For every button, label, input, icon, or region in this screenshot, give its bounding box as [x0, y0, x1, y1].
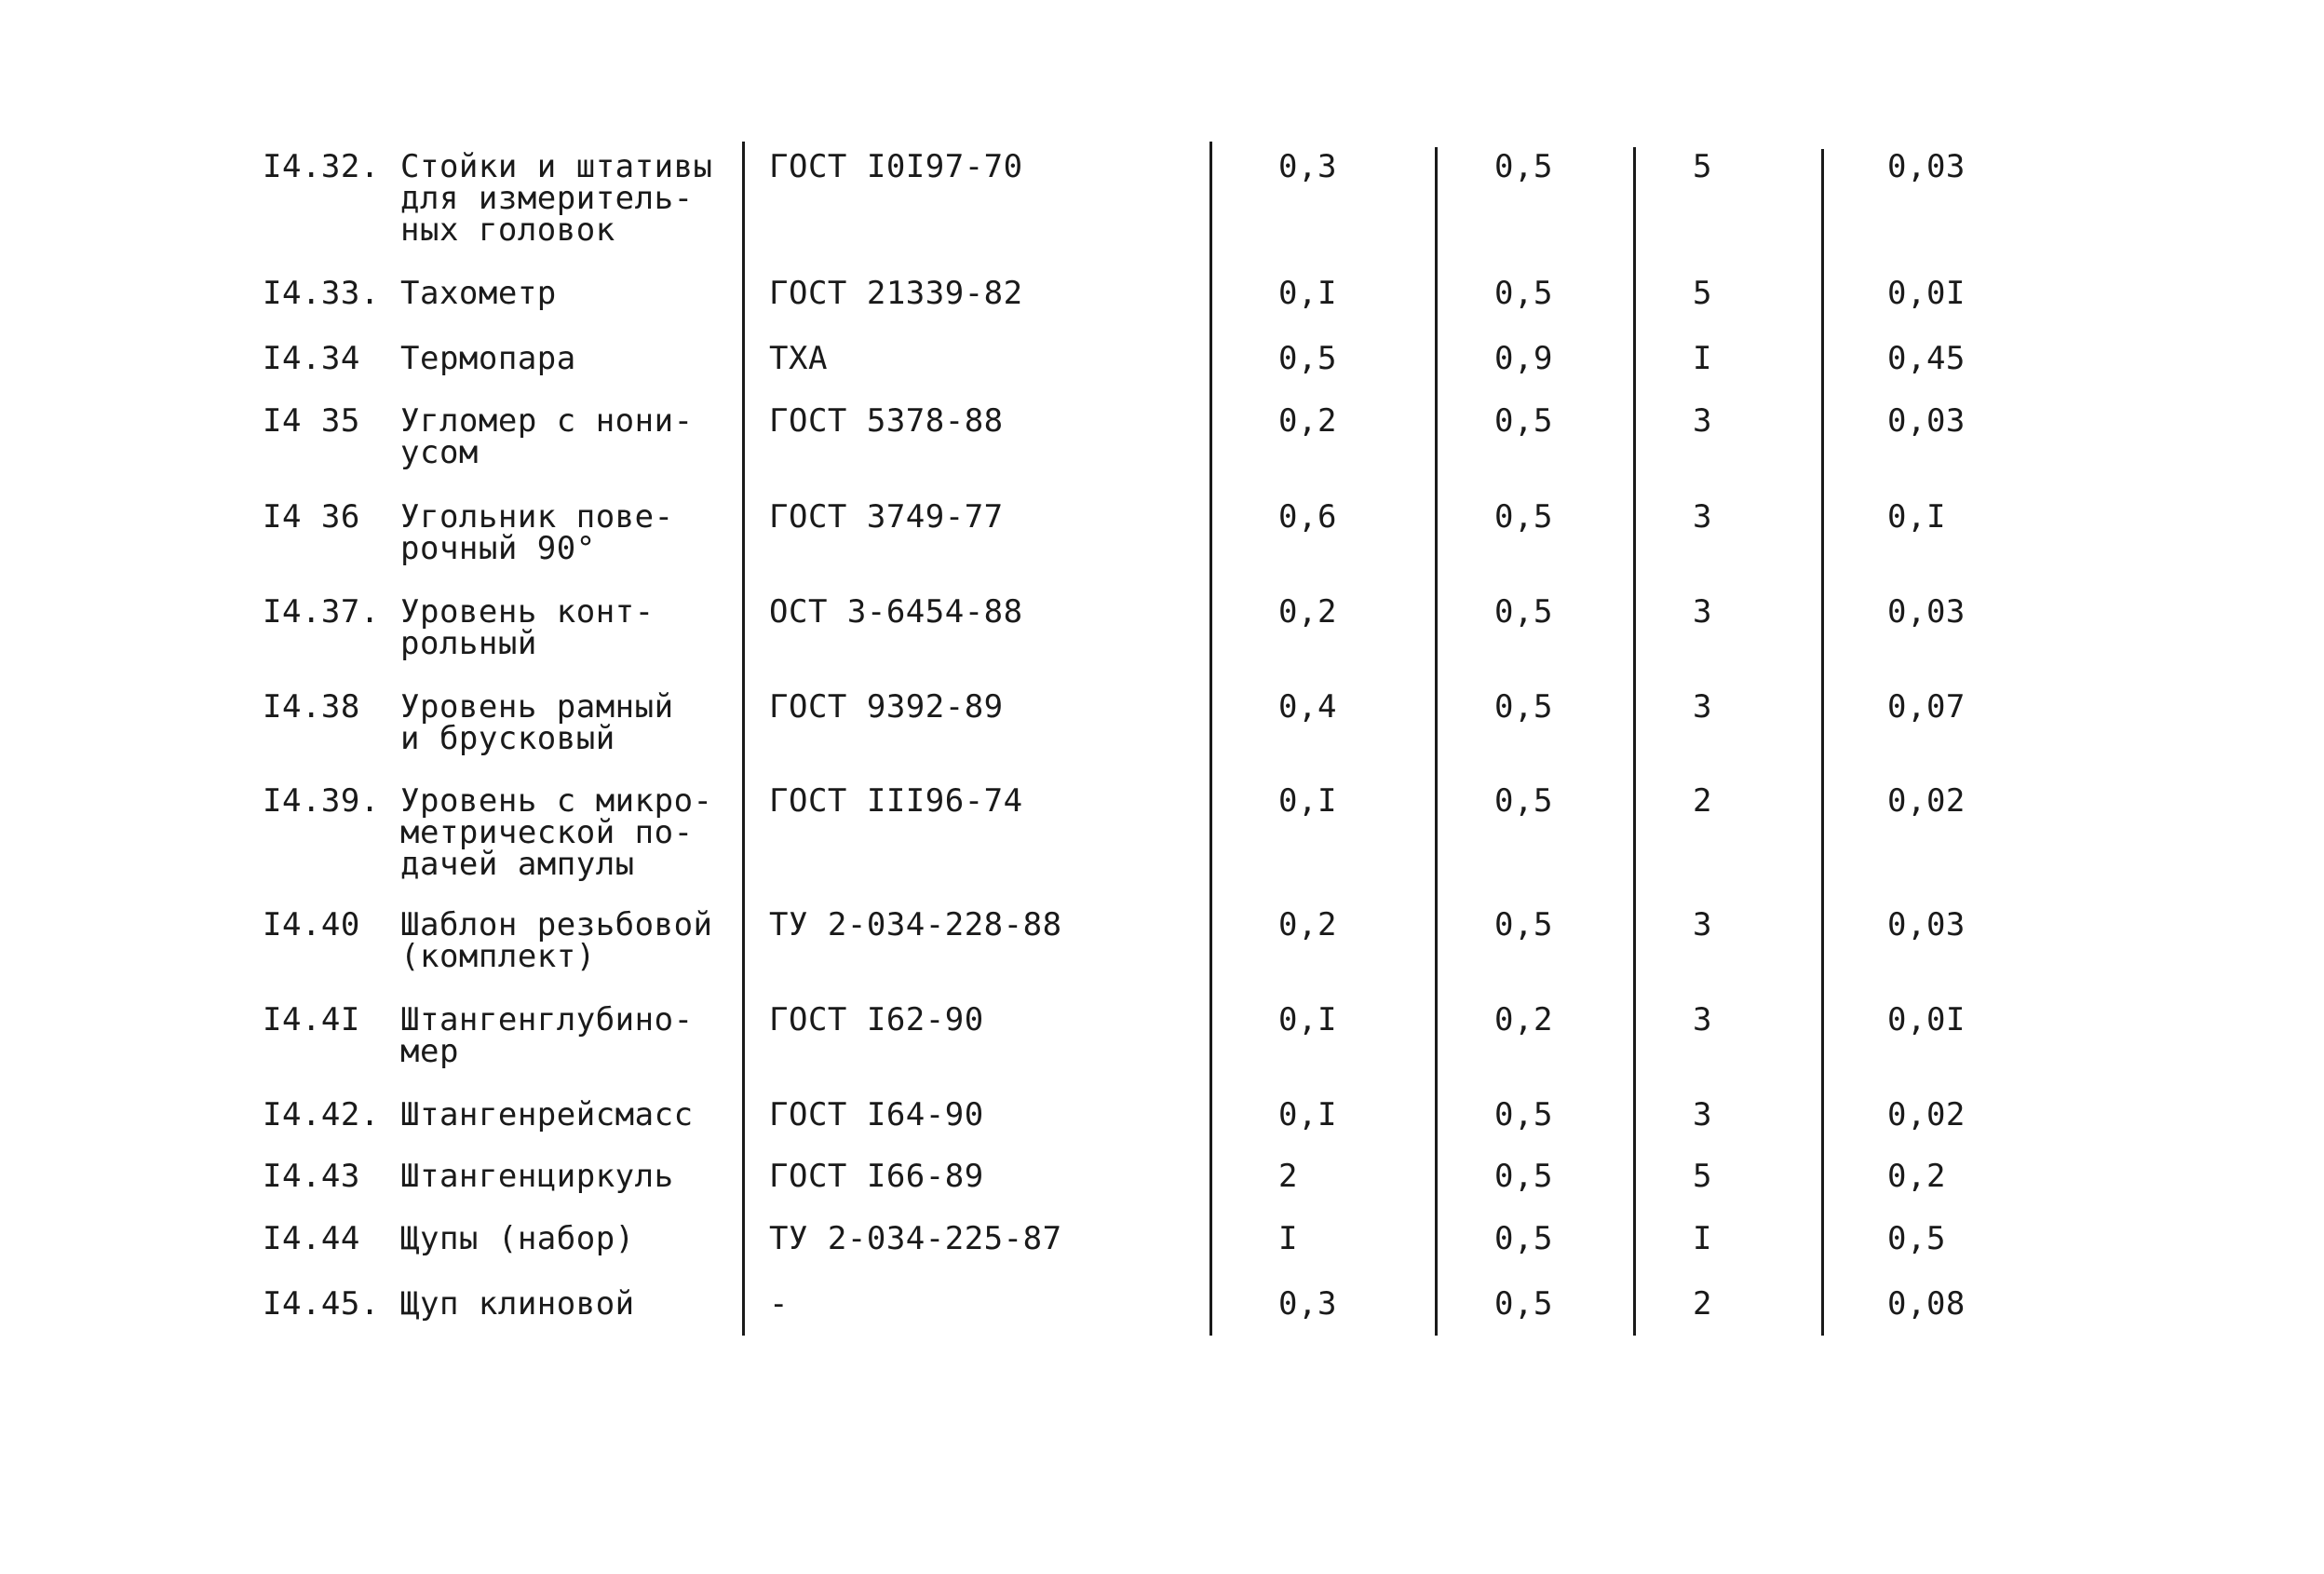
value-col-1: 0,I — [1278, 782, 1337, 820]
value-col-4: 0,08 — [1887, 1285, 1966, 1323]
item-number: I4.40 — [263, 906, 360, 943]
value-col-3: 3 — [1693, 1001, 1712, 1038]
instrument-name: Уровень конт- рольный — [400, 593, 655, 662]
value-col-1: 0,4 — [1278, 688, 1337, 726]
value-col-4: 0,03 — [1887, 593, 1966, 631]
column-divider-2 — [1209, 142, 1212, 1336]
standard-code: ГОСТ 5378-88 — [769, 402, 1004, 440]
value-col-2: 0,5 — [1494, 498, 1553, 536]
value-col-3: 2 — [1693, 1285, 1712, 1323]
instrument-name: Шаблон резьбовой (комплект) — [400, 906, 713, 975]
value-col-1: 0,3 — [1278, 1285, 1337, 1323]
value-col-4: 0,03 — [1887, 906, 1966, 943]
instrument-name: Угломер с нони- усом — [400, 402, 694, 471]
item-number: I4 36 — [263, 498, 360, 536]
standard-code: ТХА — [769, 340, 828, 377]
item-number: I4.38 — [263, 688, 360, 726]
value-col-3: 3 — [1693, 906, 1712, 943]
value-col-1: 0,2 — [1278, 593, 1337, 631]
instrument-name: Щуп клиновой — [400, 1285, 635, 1323]
column-divider-4 — [1633, 147, 1636, 1336]
value-col-1: 0,3 — [1278, 148, 1337, 185]
value-col-4: 0,07 — [1887, 688, 1966, 726]
item-number: I4.39. — [263, 782, 380, 820]
value-col-3: I — [1693, 1220, 1712, 1257]
item-number: I4.42. — [263, 1096, 380, 1133]
standard-code: ГОСТ 21339-82 — [769, 275, 1023, 312]
value-col-3: 3 — [1693, 593, 1712, 631]
value-col-3: I — [1693, 340, 1712, 377]
value-col-3: 5 — [1693, 275, 1712, 312]
value-col-1: 2 — [1278, 1158, 1298, 1195]
value-col-1: 0,6 — [1278, 498, 1337, 536]
value-col-1: 0,2 — [1278, 402, 1337, 440]
value-col-2: 0,5 — [1494, 688, 1553, 726]
value-col-1: 0,I — [1278, 1096, 1337, 1133]
item-number: I4 35 — [263, 402, 360, 440]
value-col-2: 0,5 — [1494, 1096, 1553, 1133]
value-col-4: 0,03 — [1887, 402, 1966, 440]
value-col-1: 0,I — [1278, 1001, 1337, 1038]
value-col-4: 0,03 — [1887, 148, 1966, 185]
item-number: I4.32. — [263, 148, 380, 185]
value-col-1: 0,5 — [1278, 340, 1337, 377]
instrument-name: Щупы (набор) — [400, 1220, 635, 1257]
value-col-3: 5 — [1693, 1158, 1712, 1195]
value-col-2: 0,5 — [1494, 1285, 1553, 1323]
value-col-4: 0,45 — [1887, 340, 1966, 377]
instrument-name: Угольник пове- рочный 90° — [400, 498, 674, 567]
value-col-4: 0,0I — [1887, 275, 1966, 312]
item-number: I4.45. — [263, 1285, 380, 1323]
standard-code: ГОСТ III96-74 — [769, 782, 1023, 820]
value-col-2: 0,9 — [1494, 340, 1553, 377]
value-col-2: 0,5 — [1494, 906, 1553, 943]
column-divider-1 — [742, 142, 745, 1336]
instrument-name: Термопара — [400, 340, 576, 377]
instrument-name: Штангенглубино- мер — [400, 1001, 694, 1070]
instrument-name: Уровень с микро- метрической по- дачей ампулы — [400, 782, 713, 883]
value-col-2: 0,5 — [1494, 593, 1553, 631]
instrument-name: Тахометр — [400, 275, 557, 312]
item-number: I4.44 — [263, 1220, 360, 1257]
standard-code: ГОСТ 3749-77 — [769, 498, 1004, 536]
value-col-4: 0,I — [1887, 498, 1946, 536]
standard-code: ТУ 2-034-225-87 — [769, 1220, 1062, 1257]
value-col-2: 0,5 — [1494, 148, 1553, 185]
value-col-2: 0,5 — [1494, 275, 1553, 312]
item-number: I4.43 — [263, 1158, 360, 1195]
instrument-name: Стойки и штативы для измеритель- ных головок — [400, 148, 713, 249]
standard-code: ГОСТ 9392-89 — [769, 688, 1004, 726]
value-col-3: 5 — [1693, 148, 1712, 185]
standard-code: ГОСТ I62-90 — [769, 1001, 984, 1038]
column-divider-5 — [1821, 149, 1824, 1336]
value-col-4: 0,0I — [1887, 1001, 1966, 1038]
value-col-3: 3 — [1693, 498, 1712, 536]
column-divider-3 — [1435, 147, 1438, 1336]
value-col-1: I — [1278, 1220, 1298, 1257]
value-col-3: 3 — [1693, 402, 1712, 440]
value-col-4: 0,5 — [1887, 1220, 1946, 1257]
value-col-4: 0,02 — [1887, 782, 1966, 820]
value-col-4: 0,2 — [1887, 1158, 1946, 1195]
instrument-name: Штангенциркуль — [400, 1158, 674, 1195]
standard-code: ГОСТ I66-89 — [769, 1158, 984, 1195]
value-col-2: 0,2 — [1494, 1001, 1553, 1038]
value-col-1: 0,2 — [1278, 906, 1337, 943]
value-col-1: 0,I — [1278, 275, 1337, 312]
standard-code: ОСТ 3-6454-88 — [769, 593, 1023, 631]
value-col-2: 0,5 — [1494, 782, 1553, 820]
value-col-3: 2 — [1693, 782, 1712, 820]
standard-code: - — [769, 1285, 789, 1323]
value-col-2: 0,5 — [1494, 1220, 1553, 1257]
value-col-4: 0,02 — [1887, 1096, 1966, 1133]
value-col-2: 0,5 — [1494, 402, 1553, 440]
instrument-name: Штангенрейсмасс — [400, 1096, 694, 1133]
item-number: I4.33. — [263, 275, 380, 312]
item-number: I4.34 — [263, 340, 360, 377]
value-col-3: 3 — [1693, 688, 1712, 726]
item-number: I4.37. — [263, 593, 380, 631]
value-col-3: 3 — [1693, 1096, 1712, 1133]
item-number: I4.4I — [263, 1001, 360, 1038]
value-col-2: 0,5 — [1494, 1158, 1553, 1195]
instrument-name: Уровень рамный и брусковый — [400, 688, 674, 757]
standard-code: ГОСТ I0I97-70 — [769, 148, 1023, 185]
standard-code: ТУ 2-034-228-88 — [769, 906, 1062, 943]
standard-code: ГОСТ I64-90 — [769, 1096, 984, 1133]
